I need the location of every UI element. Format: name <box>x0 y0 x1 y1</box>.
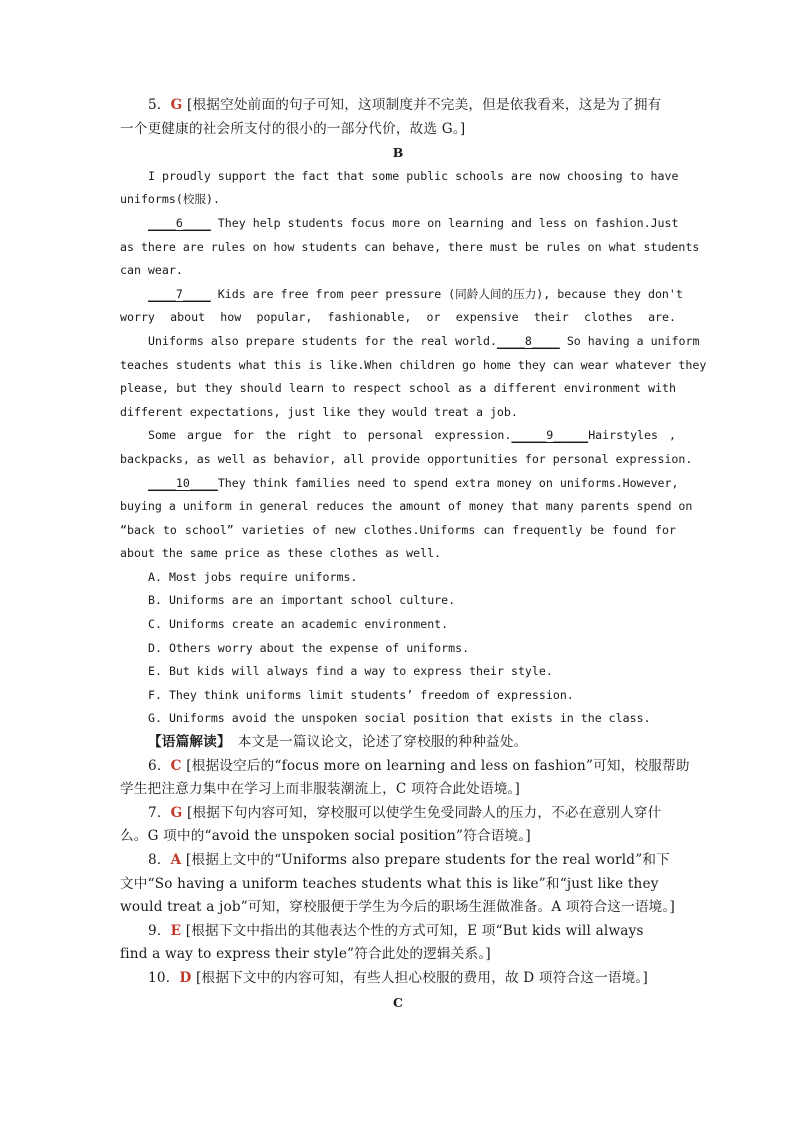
passage-text: Uniforms also prepare students for the real world. <box>148 333 498 348</box>
answer-key: G <box>170 97 183 113</box>
blank-6: ____6____ <box>148 215 211 230</box>
passage-text: So having a uniform <box>559 333 700 348</box>
answer-number: 9． <box>148 922 171 939</box>
answer-number: 10． <box>148 969 180 986</box>
answer-7-line-1 <box>120 802 676 826</box>
answer-8-line-3: would treat a job”可知，穿校服便于学生为今后的职场生涯做准备。A 项符合这一语境。] <box>120 899 675 916</box>
answer-key: E <box>170 922 182 939</box>
passage-line: teaches students what this is like.When children go home they can wear whatever they <box>120 357 707 372</box>
section-heading-b: B <box>392 145 404 161</box>
passage-line <box>120 212 679 236</box>
answer-5-line-2: 一个更健康的社会所支付的很小的一部分代价，故选 G。] <box>120 120 466 137</box>
passage-line <box>120 283 683 307</box>
answer-6-line-1 <box>120 755 690 779</box>
answer-6-line-2: 学生把注意力集中在学习上而非服装潮流上，C 项符合此处语境。] <box>120 781 521 798</box>
answer-8-line-2: 文中“So having a uniform teaches students what this is like”和“just like they <box>120 875 659 892</box>
passage-line: uniforms(校服). <box>120 192 220 207</box>
section-heading-c: C <box>393 994 403 1010</box>
passage-line: different expectations, just like they would treat a job. <box>120 404 518 419</box>
option-g: G. Uniforms avoid the unspoken social position that exists in the class. <box>148 711 651 726</box>
passage-line: can wear. <box>120 263 183 278</box>
answer-key: A <box>170 852 182 868</box>
answer-key: G <box>170 804 183 821</box>
answer-7-line-2: 么。G 项中的“avoid the unspoken social position”符合语境。] <box>120 828 531 845</box>
analysis-text: 本文是一篇议论文，论述了穿校服的种种益处。 <box>223 734 528 751</box>
answer-explanation: [根据下文中指出的其他表达个性的方式可知，E 项“But kids will always <box>181 922 644 939</box>
answer-explanation: [根据上文中的“Uniforms also prepare students for the real world”和下 <box>181 852 670 868</box>
option-e: E. But kids will always find a way to express their style. <box>148 664 553 679</box>
answer-key: D <box>179 969 192 986</box>
passage-text: Kids are free from peer pressure (同龄人间的压力), because they don't <box>210 286 683 301</box>
passage-line <box>120 424 676 448</box>
answer-10-line-1 <box>120 967 676 991</box>
passage-line: I proudly support the fact that some public schools are now choosing to have <box>148 168 679 183</box>
blank-8: ____8____ <box>497 333 560 348</box>
answer-explanation: [根据设空后的“focus more on learning and less on fashion”可知，校服帮助 <box>181 757 690 774</box>
passage-line <box>120 330 700 354</box>
passage-line: “back to school” varieties of new clothes.Uniforms can frequently be found for <box>120 522 676 537</box>
passage-text: Some argue for the right to personal expression. <box>148 428 512 443</box>
answer-explanation: [根据下句内容可知，穿校服可以使学生免受同龄人的压力，不必在意别人穿什 <box>182 804 662 821</box>
passage-line: backpacks, as well as behavior, all provide opportunities for personal expression. <box>120 451 693 466</box>
passage-line: as there are rules on how students can behave, there must be rules on what students <box>120 239 700 254</box>
answer-8-line-1 <box>120 849 676 873</box>
passage-text: They think families need to spend extra money on uniforms.However, <box>217 475 679 490</box>
answer-number: 5． <box>148 97 171 113</box>
option-f: F. They think uniforms limit students’ freedom of expression. <box>148 687 574 702</box>
option-c: C. Uniforms create an academic environment. <box>148 617 449 632</box>
document-page <box>120 94 707 1014</box>
option-a: A. Most jobs require uniforms. <box>148 569 358 584</box>
blank-7: ____7____ <box>148 286 211 301</box>
analysis-label: 【语篇解读】 <box>148 734 224 751</box>
passage-line <box>120 472 679 496</box>
answer-number: 6． <box>148 757 171 774</box>
answer-9-line-2: find a way to express their style”符合此处的逻辑关系。] <box>120 946 491 963</box>
passage-text: Hairstyles , <box>588 428 676 443</box>
answer-5-line-1 <box>120 94 676 118</box>
option-d: D. Others worry about the expense of uniforms. <box>148 640 470 655</box>
blank-9: _____9_____ <box>511 428 589 443</box>
passage-analysis <box>120 731 676 755</box>
passage-line: worry about how popular, fashionable, or expensive their clothes are. <box>120 310 676 325</box>
answer-9-line-1 <box>120 920 676 944</box>
passage-text: They help students focus more on learning and less on fashion.Just <box>210 215 679 230</box>
answer-key: C <box>170 757 182 774</box>
option-b: B. Uniforms are an important school culture. <box>148 593 456 608</box>
answer-number: 8． <box>148 852 171 868</box>
blank-10: ____10____ <box>148 475 218 490</box>
answer-explanation: [根据空处前面的句子可知，这项制度并不完美，但是依我看来，这是为了拥有 <box>182 97 662 113</box>
answer-number: 7． <box>148 804 171 821</box>
passage-line: about the same price as these clothes as well. <box>120 546 442 561</box>
passage-line: buying a uniform in general reduces the amount of money that many parents spend on <box>120 499 693 514</box>
passage-line: please, but they should learn to respect school as a different environment with <box>120 381 676 396</box>
answer-explanation: [根据下文中的内容可知，有些人担心校服的费用，故 D 项符合这一语境。] <box>191 969 648 986</box>
